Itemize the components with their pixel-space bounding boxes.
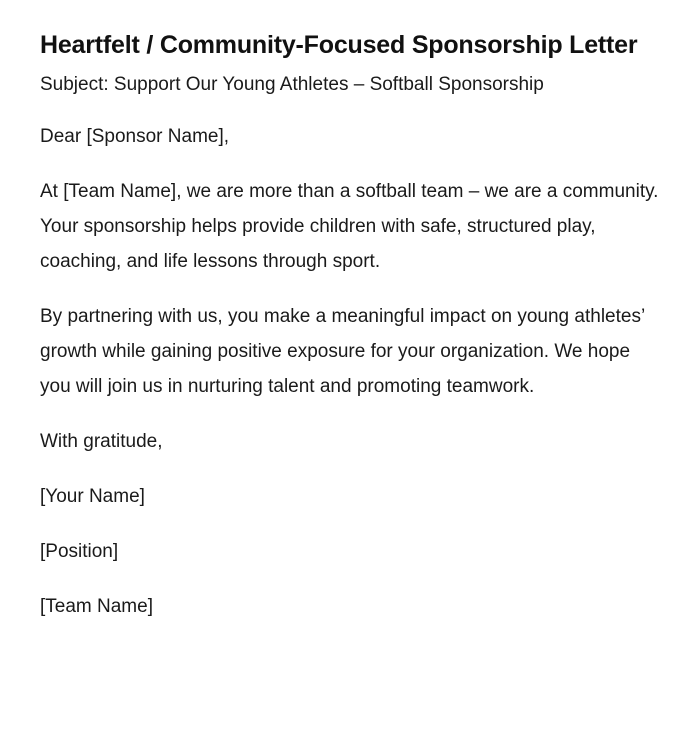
signature-team: [Team Name]	[40, 596, 153, 617]
closing: With gratitude,	[40, 431, 163, 452]
signature-name: [Your Name]	[40, 486, 145, 507]
signature-position: [Position]	[40, 541, 119, 562]
letter-title: Heartfelt / Community-Focused Sponsorship Letter	[40, 31, 638, 59]
salutation: Dear [Sponsor Name],	[40, 126, 230, 147]
body-paragraph-community: At [Team Name], we are more than a softball team – we are a community. Your sponsorship helps provide children with safe, structured play, coaching, and life lessons through sport.	[40, 181, 659, 272]
subject-line: Subject: Support Our Young Athletes – Softball Sponsorship	[40, 74, 544, 95]
body-paragraph-partnership: By partnering with us, you make a meaningful impact on young athletes’ growth while gaining positive exposure for your organization. We hope you will join us in nurturing talent and promoting teamwork.	[40, 306, 645, 397]
